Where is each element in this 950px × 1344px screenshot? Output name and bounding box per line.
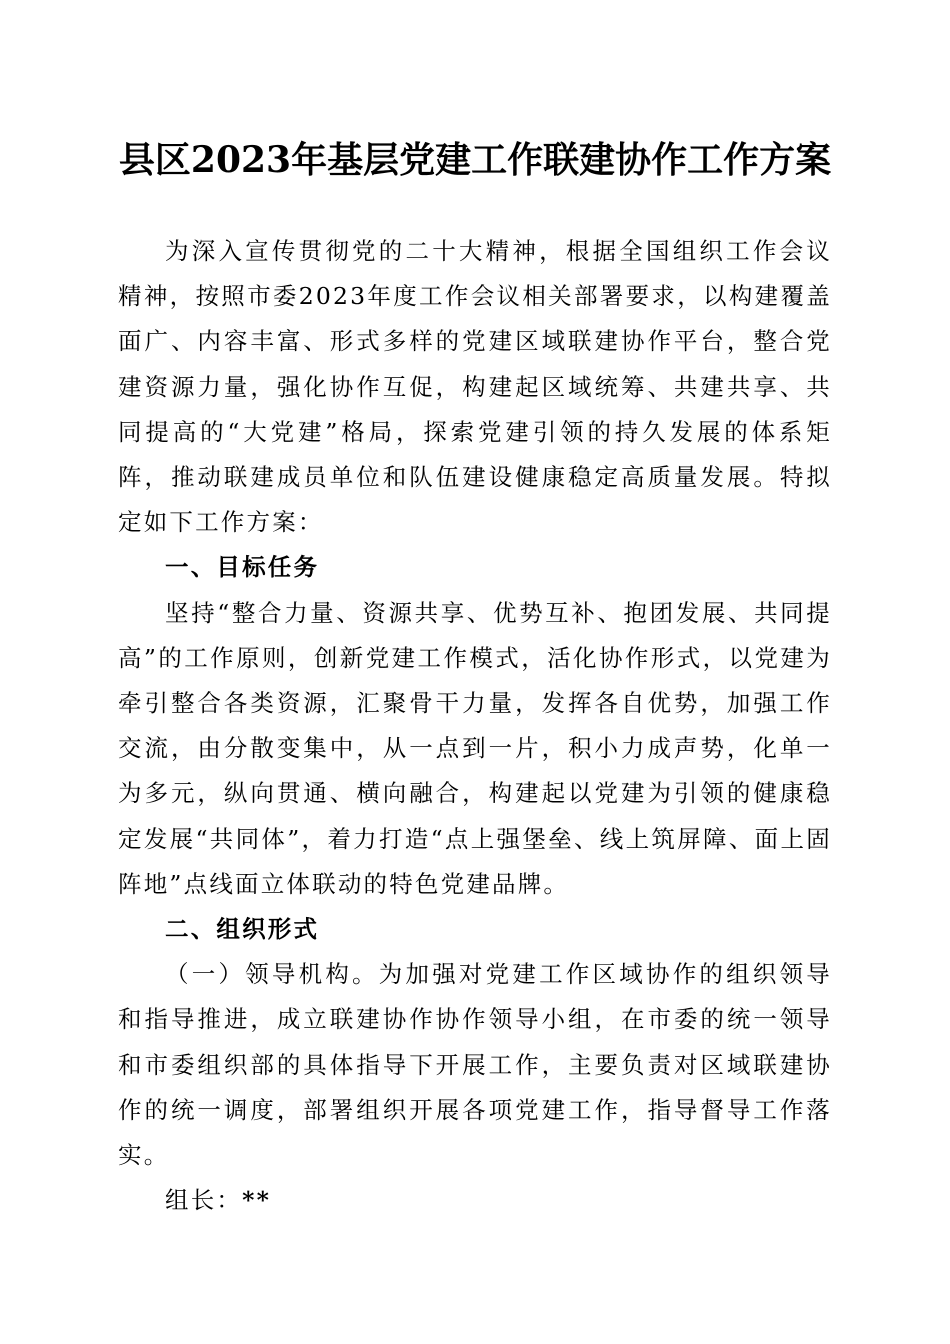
intro-paragraph: 为深入宣传贯彻党的二十大精神，根据全国组织工作会议精神，按照市委2023年度工作会议相关部署要求，以构建覆盖面广、内容丰富、形式多样的党建区域联建协作平台，整合党建资源力量，强化协作互促，构建起区域统筹、共建共享、共同提高的“大党建”格局，探索党建引领的持久发展的体系矩阵，推动联建成员单位和队伍建设健康稳定高质量发展。特拟定如下工作方案： [118, 237, 832, 537]
goals-paragraph: 坚持“整合力量、资源共享、优势互补、抱团发展、共同提高”的工作原则，创新党建工作模式，活化协作形式，以党建为牵引整合各类资源，汇聚骨干力量，发挥各自优势，加强工作交流，由分散变集中，从一点到一片，积小力成声势，化单一为多元，纵向贯通、横向融合，构建起以党建为引领的健康稳定发展“共同体”，着力打造“点上强堡垒、线上筑屏障、面上固阵地”点线面立体联动的特色党建品牌。 [118, 598, 832, 898]
leader-label: 组长： [165, 1186, 243, 1215]
document-body [118, 229, 832, 1223]
organization-paragraph: （一）领导机构。为加强对党建工作区域协作的组织领导和指导推进，成立联建协作协作领导小组，在市委的统一领导和市委组织部的具体指导下开展工作，主要负责对区域联建协作的统一调度，部署组织开展各项党建工作，指导督导工作落实。 [118, 960, 832, 1170]
leader-value: ** [242, 1186, 272, 1215]
leader-line [118, 1178, 832, 1223]
document-title: 县区2023年基层党建工作联建协作工作方案 [118, 139, 832, 181]
section-heading-goals: 一、目标任务 [165, 553, 320, 582]
section-heading-organization: 二、组织形式 [165, 915, 320, 944]
